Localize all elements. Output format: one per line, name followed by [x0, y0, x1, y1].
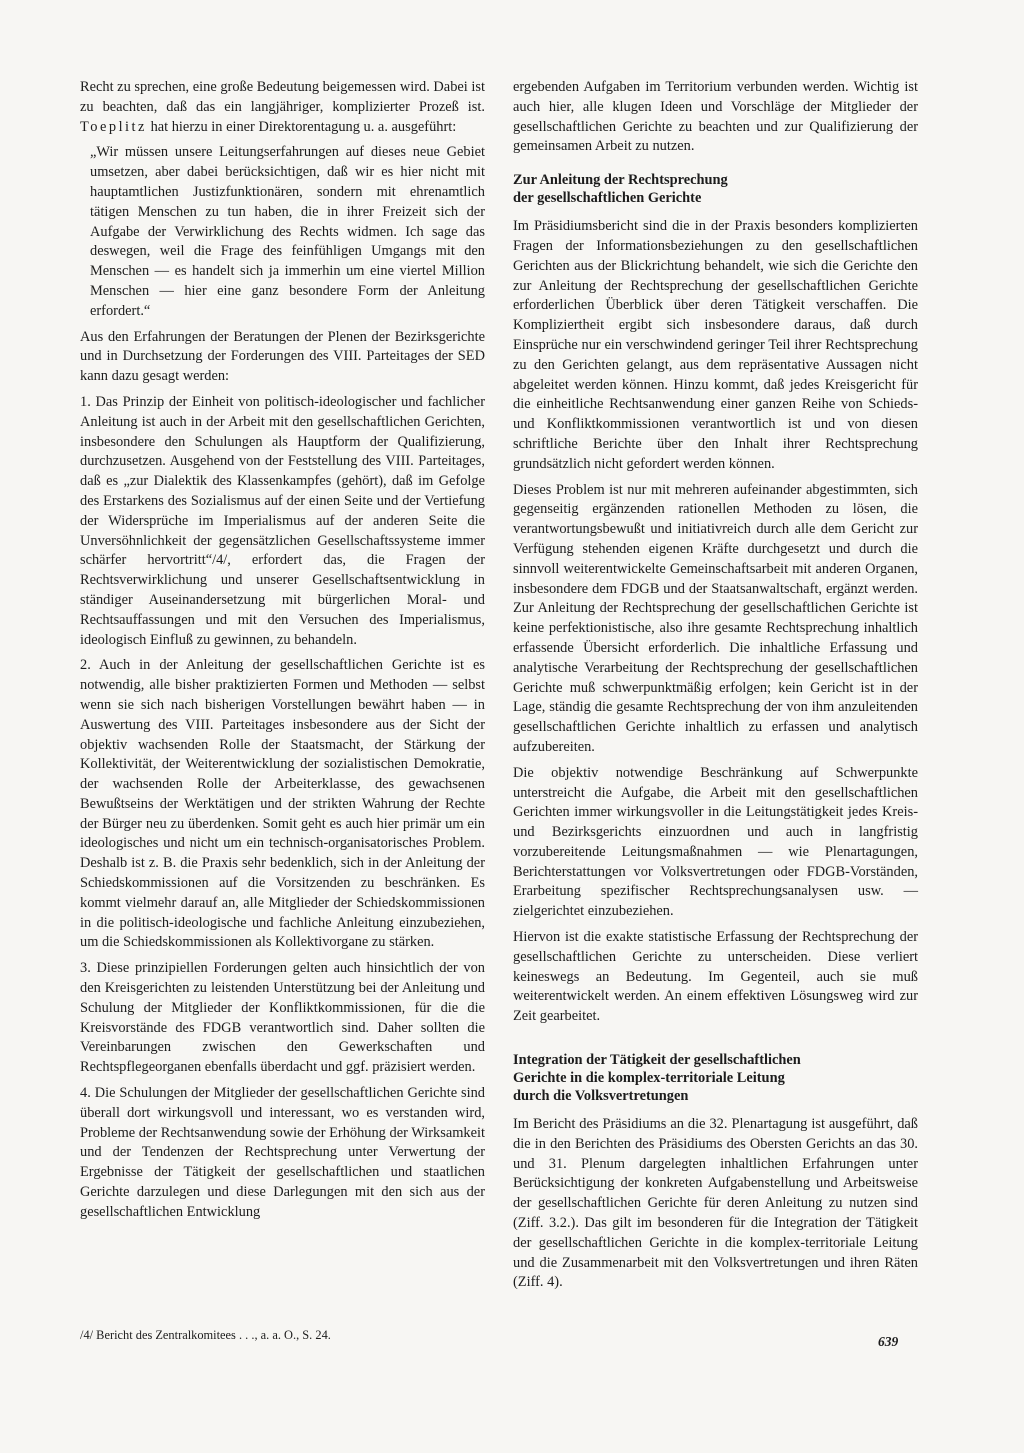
list-item: 1. Das Prinzip der Einheit von politisch-ideologischer und fachlicher Anleitung ist auch in der Arbeit mit den gesellschaftlichen Gerichten, insbesondere den Schulungen als Hauptform der Qualifizierung, durchzusetzen. Ausgehend von der Feststellung des VIII. Parteitages, daß es „zur Dialektik des Klassenkampfes (gehört), daß im Gefolge des Erstarkens des Sozialismus auf der einen Seite und der Vertiefung der Widersprüche im Imperialismus auf der anderen Seite die Unversöhnlichkeit der gegensätzlichen Gesellschaftssysteme immer schärfer hervortritt“/4/, erfordert das, die Fragen der Rechtsverwirklichung und unserer Gesellschaftsentwicklung in ständiger Auseinandersetzung mit bürgerlichen Moral- und Rechtsauffassungen und mit den Versuchen des Imperialismus, ideologisch Einfluß zu gewinnen, zu behandeln.	[80, 393, 485, 648]
footnote: /4/ Bericht des Zentralkomitees . . ., a. a. O., S. 24.	[80, 1328, 331, 1342]
paragraph: Recht zu sprechen, eine große Bedeutung beigemessen wird. Dabei ist zu beachten, daß das ein langjähriger, komplizierter Prozeß ist. Toeplitz hat hierzu in einer Direktorentagung u. a. ausgeführt:	[80, 79, 485, 135]
list-item: 3. Diese prinzipiellen Forderungen gelten auch hinsichtlich der von den Kreisgerichten zu leistenden Unterstützung bei der Anleitung und Schulung der Mitglieder der Konfliktkommissionen, für die die Kreisvorstände des FDGB verantwortlich sind. Daher sollten die Vereinbarungen zwischen den Gewerkschaften und Rechtspflegeorganen ebenfalls überdacht und ggf. präzisiert werden.	[80, 960, 485, 1076]
paragraph: Hiervon ist die exakte statistische Erfassung der Rechtsprechung der gesellschaftlichen Gerichte zu unterscheiden. Diese verliert keineswegs an Bedeutung. Im Gegenteil, auch sie muß weiterentwickelt werden. An einem effektiven Lösungsweg wird zur Zeit gearbeitet.	[513, 929, 918, 1025]
right-column	[513, 78, 918, 1299]
section-heading: Zur Anleitung der Rechtsprechung der gesellschaftlichen Gerichte	[513, 172, 728, 207]
paragraph: Aus den Erfahrungen der Beratungen der Plenen der Bezirksgerichte und in Durchsetzung der Forderungen des VIII. Parteitages der SED kann dazu gesagt werden:	[80, 328, 485, 385]
list-item: 2. Auch in der Anleitung der gesellschaftlichen Gerichte ist es notwendig, alle bisher praktizierten Formen und Methoden — selbst wenn sie sich nach bisherigen Vorstellungen bewährt haben — in Auswertung des VIII. Parteitages insbesondere aus der Sicht der objektiv wachsenden Rolle der Staatsmacht, der Stärkung der Kollektivität, der Weiterentwicklung der sozialistischen Demokratie, der wachsenden Rolle der Arbeiterklasse, des gewachsenen Bewußtseins der Werktätigen und der strikten Wahrung der Rechte der Bürger neu zu überdenken. Somit geht es auch hier primär um ein ideologisches und nicht um ein technisch-organisatorisches Problem. Deshalb ist z. B. die Praxis sehr bedenklich, sich in der Anleitung der Schiedskommissionen auf die Vorsitzenden zu beschränken. Es kommt vielmehr darauf an, alle Mitglieder der Schiedskommissionen in die politisch-ideologische und fachliche Anleitung einzubeziehen, um die Schiedskommissionen als Kollektivorgane zu stärken.	[80, 657, 485, 951]
section-heading: Integration der Tätigkeit der gesellschaftlichen Gerichte in die komplex-territoriale Leitung durch die Volksvertretungen	[513, 1052, 801, 1105]
paragraph: Im Bericht des Präsidiums an die 32. Plenartagung ist ausgeführt, daß die in den Berichten des Präsidiums des Obersten Gerichts an das 30. und 31. Plenum dargelegten inhaltlichen Erfahrungen unter Berücksichtigung der konkreten Aufgabenstellung und Arbeitsweise der gesellschaftlichen Gerichte für deren Anleitung zu nutzen sind (Ziff. 3.2.). Das gilt im besonderen für die Integration der Tätigkeit der gesellschaftlichen Gerichte in die komplex-territoriale Leitung und die Zusammenarbeit mit den Volksvertretungen und ihren Räten (Ziff. 4).	[513, 1116, 918, 1291]
page-number: 639	[878, 1334, 899, 1349]
author-name: Toeplitz	[80, 118, 147, 135]
block-quote: „Wir müssen unsere Leitungserfahrungen auf dieses neue Gebiet umsetzen, aber dabei berücksichtigen, daß wir es hier nicht mit hauptamtlichen Justizfunktionären, sondern mit ehrenamtlich tätigen Menschen zu tun haben, die in ihrer Freizeit sich der Aufgabe der Verwirklichung des Rechts widmen. Ich sage das deswegen, weil die Frage des feinfühligen Umgangs mit den Menschen — es handelt sich ja immerhin um eine viertel Million Menschen — hier eine ganz besondere Form der Anleitung erfordert.“	[90, 144, 485, 319]
list-item: 4. Die Schulungen der Mitglieder der gesellschaftlichen Gerichte sind überall dort wirkungsvoll und interessant, wo es verstanden wird, Probleme der Rechtsanwendung sowie der Erhöhung der Wirksamkeit und der Tendenzen der Rechtsprechung unter Verwertung der Ergebnisse der Tätigkeit der gesellschaftlichen und staatlichen Gerichte darzulegen und diese Darlegungen mit den sich aus der gesellschaftlichen Entwicklung	[80, 1085, 485, 1220]
paragraph: Dieses Problem ist nur mit mehreren aufeinander abgestimmten, sich gegenseitig ergänzenden rationellen Methoden zu lösen, die verantwortungsbewußt und initiativreich durch alle dem Gericht zur Verfügung stehenden eigenen Kräfte durchgesetzt und durch die sinnvoll weiterentwickelte Gemeinschaftsarbeit mit anderen Organen, insbesondere dem FDGB und der Staatsanwaltschaft, ergänzt werden. Zur Anleitung der Rechtsprechung der gesellschaftlichen Gerichte ist keine perfektionistische, also ihre gesamte Rechtsprechung inhaltlich erfassende Übersicht erforderlich. Die inhaltliche Erfassung und analytische Verarbeitung der Rechtsprechung der gesellschaftlichen Gerichte muß schwerpunktmäßig erfolgen; kein Gericht ist in der Lage, ständig die gesamte Rechtsprechung der von ihm anzuleitenden gesellschaftlichen Gerichte inhaltlich zu erfassen und analytisch aufzubereiten.	[513, 481, 918, 755]
paragraph: Die objektiv notwendige Beschränkung auf Schwerpunkte unterstreicht die Aufgabe, die Arbeit mit den gesellschaftlichen Gerichten immer wirkungsvoller in die Leitungstätigkeit jedes Kreis- und Bezirksgerichts einzuordnen und auch in langfristig vorzubereitende Leitungsmaßnahmen — wie Plenartagungen, Berichterstattungen vor Volksvertretungen oder FDGB-Vorständen, Erarbeitung spezifischer Rechtsprechungsanalysen usw. — zielgerichtet einzubeziehen.	[513, 764, 918, 920]
paragraph: Im Präsidiumsbericht sind die in der Praxis besonders komplizierten Fragen der Informationsbeziehungen zu den gesellschaftlichen Gerichten aus der Blickrichtung behandelt, wie sich die Gerichte den zur Anleitung der Rechtsprechung der gesellschaftlichen Gerichte erforderlichen Überblick über deren Tätigkeit verschaffen. Die Kompliziertheit ergibt sich insbesondere daraus, daß durch Einsprüche nur ein verschwindend geringer Teil ihrer Rechtsprechung zu den Gerichten gelangt, aus dem repräsentative Aussagen nicht abgeleitet werden können. Hinzu kommt, daß jedes Kreisgericht für die einheitliche Rechtsanwendung einer ganzen Reihe von Schieds- und Konfliktkommissionen verantwortlich ist und von diesen schriftliche Berichte über den Inhalt ihrer Rechtsprechung grundsätzlich nicht gefordert werden können.	[513, 218, 918, 472]
paragraph: ergebenden Aufgaben im Territorium verbunden werden. Wichtig ist auch hier, alle klugen Ideen und Vorschläge der Mitglieder der gesellschaftlichen Gerichte zu beachten und zur Qualifizierung der gemeinsamen Arbeit zu nutzen.	[513, 79, 918, 155]
left-column	[80, 78, 485, 1229]
